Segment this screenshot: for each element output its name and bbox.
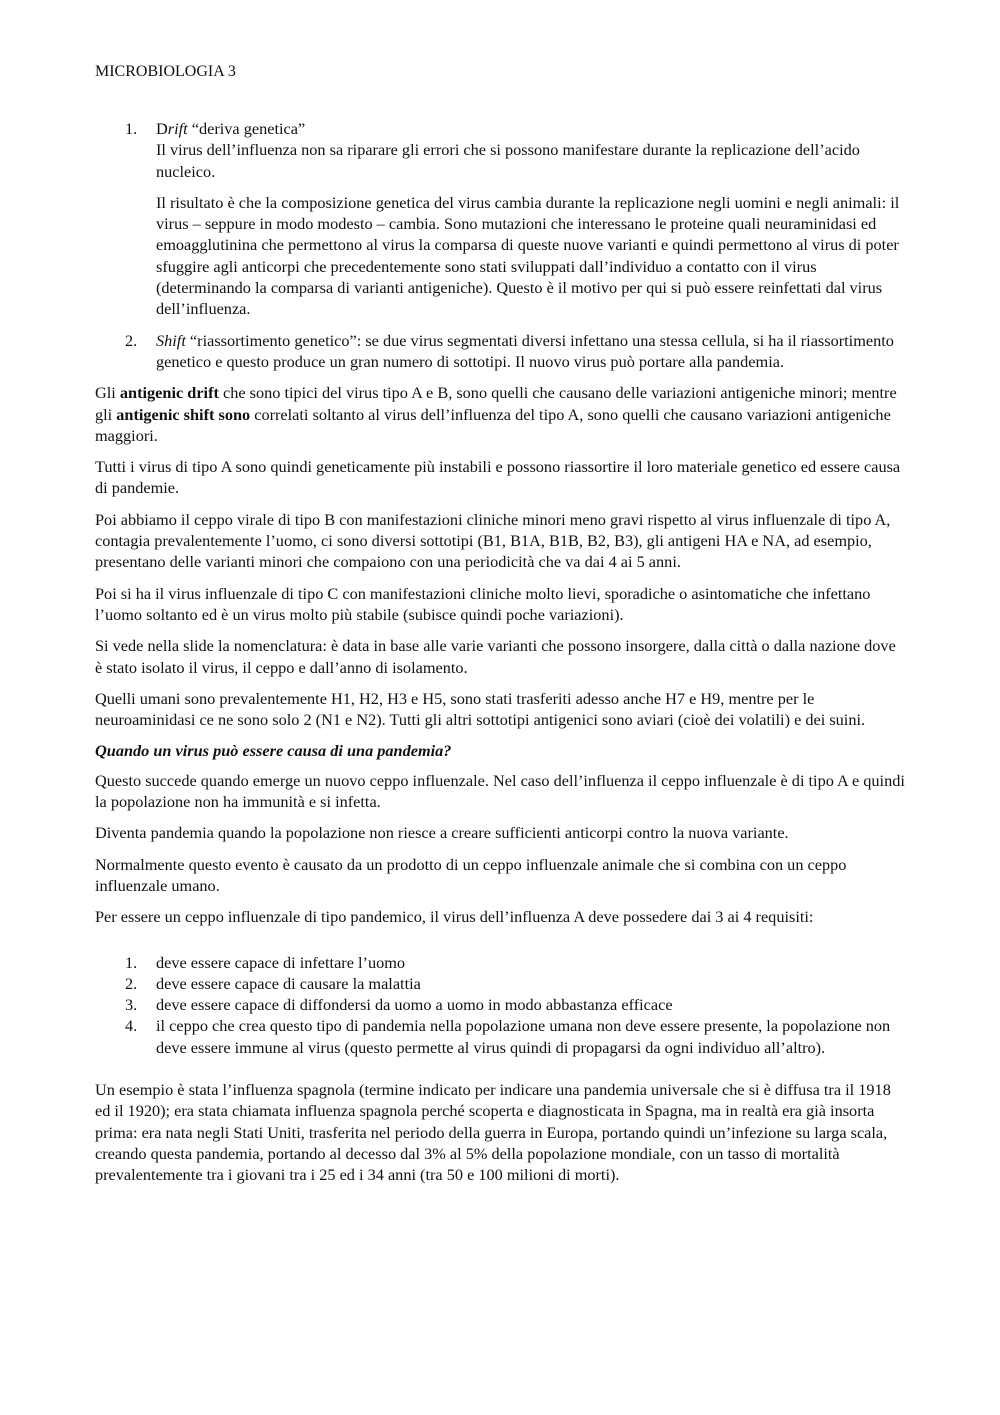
paragraph: Normalmente questo evento è causato da un prodotto di un ceppo influenzale animale che si combina con un ceppo influenzale umano. (95, 854, 847, 895)
section-heading: Quando un virus può essere causa di una pandemia? (95, 741, 452, 761)
list-item: 1. deve essere capace di infettare l’uomo (125, 952, 406, 972)
list-item: 3. deve essere capace di diffondersi da uomo a uomo in modo abbastanza efficace (125, 995, 673, 1015)
list-number: 2. (125, 330, 138, 350)
document-body (95, 118, 907, 1195)
paragraph: Per essere un ceppo influenzale di tipo pandemico, il virus dell’influenza A deve possedere dai 3 ai 4 requisiti: (95, 907, 814, 927)
paragraph: Poi abbiamo il ceppo virale di tipo B con manifestazioni cliniche minori meno gravi rispetto al virus influenzale di tipo A, contagia prevalentemente l’uomo, ci sono diversi sottotipi (B1, B1A, B1B, B2, B3), gli antigeni HA e NA, ad esempio, presentano delle varianti minori che compaiono con una periodicità che va dai 4 ai 5 anni. (95, 509, 891, 572)
list-item-shift (95, 330, 907, 373)
list-number: 1. (125, 119, 138, 138)
paragraph: Si vede nella slide la nomenclatura: è data in base alle varie varianti che possono insorgere, dalla città o dalla nazione dove è stato isolato il virus, il ceppo e dall’anno di isolamento. (95, 636, 896, 677)
drift-explanation: Il risultato è che la composizione genetica del virus cambia durante la replicazione negli uomini e negli animali: il virus – seppure in modo modesto – cambia. Sono mutazioni che interessano le proteine quali neuraminidasi ed emoagglutinina che permettono al virus la comparsa di queste nuove varianti e quindi permettono al virus di poter sfuggire agli anticorpi che precedentemente sono stati sviluppati dall’individuo a contatto con il virus (determinando la comparsa di varianti antigeniche). Questo è il motivo per qui si può essere reinfettati dal virus dell’influenza. (156, 192, 900, 319)
paragraph: Un esempio è stata l’influenza spagnola (termine indicato per indicare una pandemia universale che si è diffusa tra il 1918 ed il 1920); era stata chiamata influenza spagnola perché scoperta e diagnosticata in Spagna, ma in realtà era già insorta prima: era nata negli Stati Uniti, trasferita nel periodo della guerra in Europa, portando quindi un’infezione su larga scala, creando questa pandemia, portando al decesso dal 3% al 5% della popolazione mondiale, con un tasso di mortalità prevalentemente tra i giovani tra i 25 ed i 34 anni (tra 50 e 100 milioni di morti). (95, 1079, 891, 1185)
shift-definition: Shift “riassortimento genetico”: se due virus segmentati diversi infettano una stessa cellula, si ha il riassortimento genetico e questo produce un gran numero di sottotipi. Il nuovo virus può portare alla pandemia. (156, 330, 894, 371)
paragraph-antigenic: Gli antigenic drift che sono tipici del virus tipo A e B, sono quelli che causano delle variazioni antigeniche minori; mentre gli antigenic shift sono correlati soltanto al virus dell’influenza del tipo A, sono quelli che causano variazioni antigeniche maggiori. (95, 383, 897, 445)
paragraph: Diventa pandemia quando la popolazione non riesce a creare sufficienti anticorpi contro la nuova variante. (95, 823, 789, 843)
list-number: 1. (125, 952, 138, 972)
paragraph: Poi si ha il virus influenzale di tipo C con manifestazioni cliniche molto lievi, sporadiche o asintomatiche che infettano l’uomo soltanto ed è un virus molto più stabile (subisce quindi poche variazioni). (95, 583, 871, 624)
list-item-drift (95, 118, 907, 320)
list-item: 2. deve essere capace di causare la malattia (125, 973, 421, 993)
requirements-list (95, 952, 907, 1058)
drift-definition: Drift “deriva genetica” Il virus dell’influenza non sa riparare gli errori che si possono manifestare durante la replicazione dell’acido nucleico. (156, 119, 860, 181)
paragraph: Quelli umani sono prevalentemente H1, H2, H3 e H5, sono stati trasferiti adesso anche H7 e H9, mentre per le neuroaminidasi ce ne sono solo 2 (N1 e N2). Tutti gli altri sottotipi antigenici sono aviari (cioè dei volatili) e dei suini. (95, 688, 866, 730)
list-item: 4. il ceppo che crea questo tipo di pandemia nella popolazione umana non deve essere presente, la popolazione non deve essere immune al virus (questo permette al virus quindi di propagarsi da ogni individuo all’altro). (125, 1016, 891, 1057)
page-header: MICROBIOLOGIA 3 (95, 63, 236, 80)
paragraph: Questo succede quando emerge un nuovo ceppo influenzale. Nel caso dell’influenza il ceppo influenzale è di tipo A e quindi la popolazione non ha immunità e si infetta. (95, 770, 905, 812)
list-number: 4. (125, 1016, 138, 1036)
paragraph: Tutti i virus di tipo A sono quindi geneticamente più instabili e possono riassortire il loro materiale genetico ed essere causa di pandemie. (95, 457, 901, 498)
list-number: 2. (125, 973, 138, 993)
list-number: 3. (125, 995, 138, 1015)
